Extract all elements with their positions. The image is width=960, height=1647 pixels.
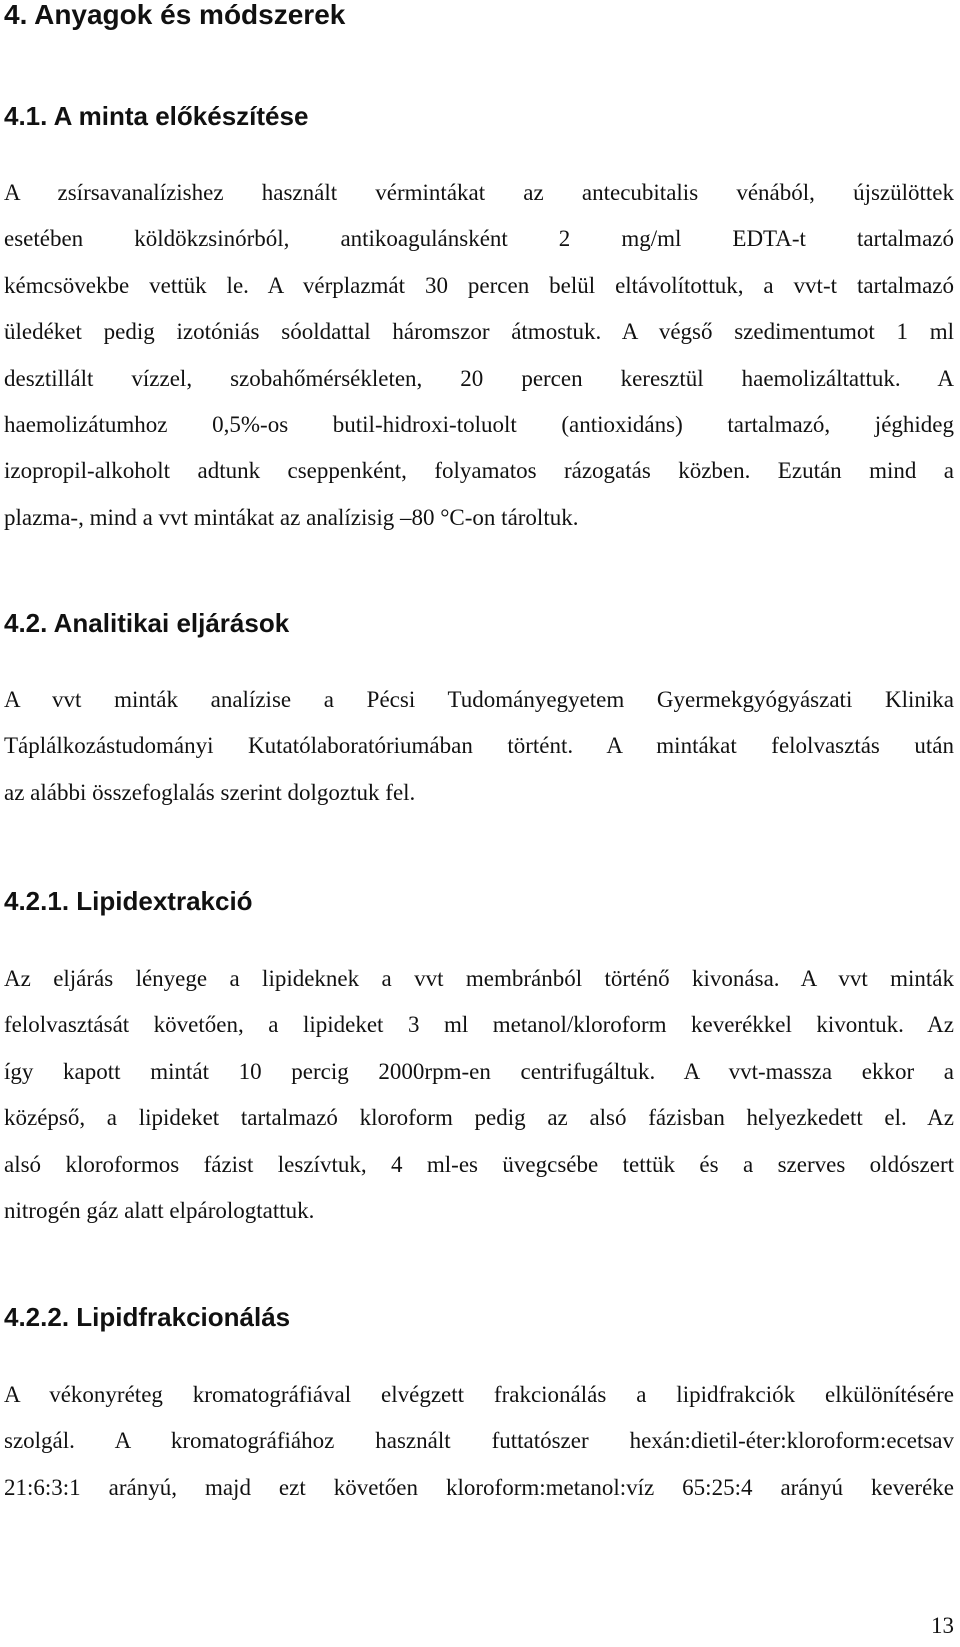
paragraph-line: A vvt minták analízise a Pécsi Tudományegyetem Gyermekgyógyászati Klinika [4,687,954,712]
section-heading-4-1: 4.1. A minta előkészítése [4,101,309,131]
paragraph-line: középső, a lipideket tartalmazó kloroform pedig az alsó fázisban helyezkedett el. Az [4,1105,954,1131]
paragraph-line: üledéket pedig izotóniás sóoldattal háromszor átmostuk. A végső szedimentumot 1 ml [4,319,954,345]
paragraph-line: desztillált vízzel, szobahőmérsékleten, 20 percen keresztül haemolizáltattuk. A [4,365,954,391]
paragraph-line: kémcsövekbe vettük le. A vérplazmát 30 percen belül eltávolítottuk, a vvt-t tartalmazó [4,272,954,298]
paragraph-line: szolgál. A kromatográfiához használt futtatószer hexán:dietil-éter:kloroform:ecetsav [4,1428,954,1454]
paragraph-line: 21:6:3:1 arányú, majd ezt követően kloroform:metanol:víz 65:25:4 arányú keveréke [4,1474,954,1500]
paragraph-line: az alábbi összefoglalás szerint dolgoztuk fel. [4,779,416,805]
section-heading-4-2-1: 4.2.1. Lipidextrakció [4,886,253,916]
paragraph-line: A vékonyréteg kromatográfiával elvégzett frakcionálás a lipidfrakciók elkülönítésére [4,1382,954,1407]
paragraph-line: izopropil-alkoholt adtunk cseppenként, folyamatos rázogatás közben. Ezután mind a [4,458,954,484]
paragraph-lipid-fractionation [4,1372,954,1511]
paragraph-lipid-extraction [4,956,954,1234]
paragraph-line: haemolizátumhoz 0,5%-os butil-hidroxi-toluolt (antioxidáns) tartalmazó, jéghideg [4,411,954,437]
paragraph-line: felolvasztását követően, a lipideket 3 ml metanol/kloroform keverékkel kivontuk. Az [4,1012,954,1038]
chapter-heading: 4. Anyagok és módszerek [4,0,346,30]
section-heading-4-2-2: 4.2.2. Lipidfrakcionálás [4,1302,291,1332]
paragraph-line: Az eljárás lényege a lipideknek a vvt membránból történő kivonása. A vvt minták [4,966,954,991]
paragraph-line: A zsírsavanalízishez használt vérmintákat az antecubitalis vénából, újszülöttek [4,180,954,205]
paragraph-analytical-procedures [4,677,954,816]
paragraph-line: Táplálkozástudományi Kutatólaboratóriumában történt. A mintákat felolvasztás után [4,733,954,759]
paragraph-line: így kapott mintát 10 percig 2000rpm-en centrifugáltuk. A vvt-massza ekkor a [4,1058,954,1084]
paragraph-line: alsó kloroformos fázist leszívtuk, 4 ml-es üvegcsébe tettük és a szerves oldószert [4,1151,954,1177]
page-number: 13 [931,1613,954,1638]
paragraph-line: esetében köldökzsinórból, antikoagulánsként 2 mg/ml EDTA-t tartalmazó [4,226,954,252]
paragraph-line: nitrogén gáz alatt elpárologtattuk. [4,1197,315,1223]
paragraph-sample-preparation [4,170,954,541]
section-heading-4-2: 4.2. Analitikai eljárások [4,608,290,638]
paragraph-line: plazma-, mind a vvt mintákat az analízisig –80 °C-on tároltuk. [4,504,579,530]
